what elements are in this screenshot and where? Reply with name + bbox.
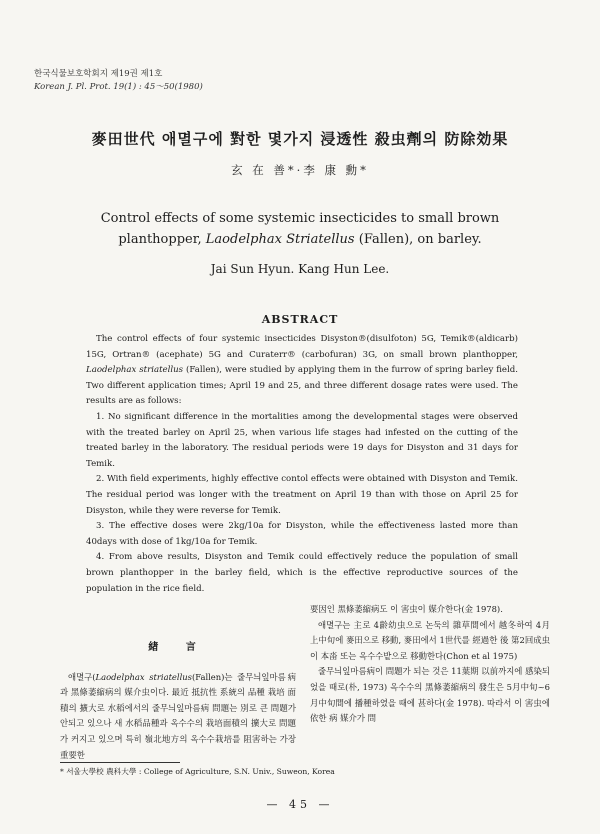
title-english-part-a: planthopper,	[118, 232, 206, 247]
authors-korean: 玄 在 善*·李 康 勳*	[231, 163, 369, 177]
intro-left-column	[60, 640, 296, 763]
abstract-body	[86, 332, 518, 597]
intro-left-species: Laodelphax striatellus	[95, 671, 192, 682]
intro-left-text-a: 애멸구(	[68, 671, 96, 682]
abstract-paragraph-1	[86, 332, 518, 410]
authors-english: Jai Sun Hyun. Kang Hun Lee.	[210, 262, 390, 276]
title-english-species: Laodelphax Striatellus	[205, 232, 355, 247]
journal-citation: Korean J. Pl. Prot. 19(1) : 45～50(1980)	[34, 82, 203, 92]
abstract-result-2: 2. With field experiments, highly effective contol effects were obtained with Disyston and Temik. The residual period was longer with the treatment on April 19 than with those on April 25 for Disyston, while they were reverse for Temik.	[86, 474, 518, 516]
intro-left-text-c: (Fallen)는 줄무늬잎마름病과 黑條萎縮病의 媒介虫이다. 最近 抵抗性 系統의 品種 栽培 面積의 擴大로 水稻에서의 줄무늬잎마름病 問題는 別로 큰 問題가 안되고 있으나 새 水稻品種과 옥수수의 栽培面積의 擴大로 問題가 커지고 있으며 특히 嶺北地方의 옥수수栽培를 阻害하는 가장 重要한	[60, 671, 296, 760]
intro-right-column	[310, 602, 550, 727]
abstract-result-3: 3. The effective doses were 2kg/10a for Disyston, while the effectiveness lasted more than 40days with dose of 1kg/10a for Temik.	[86, 521, 518, 547]
intro-right-paragraph-2: 애멸구는 主로 4齡幼虫으로 논둑의 雜草間에서 越冬하여 4月上中旬에 麥田으로 移動, 麥田에서 1世代를 經過한 後 第2回成虫이 本畓 또는 옥수수밭으로 移動한다(Chon et al 1975)	[310, 619, 550, 661]
title-english-line1: Control effects of some systemic insecticides to small brown	[100, 211, 500, 226]
page-number: — 45 —	[266, 798, 334, 811]
abstract-p1-species: Laodelphax striatellus	[86, 365, 184, 376]
title-english-line2	[60, 229, 540, 250]
abstract-result-1: 1. No significant difference in the mortalities among the developmental stages were observed with the treated barley on April 25, when various life stages had infested on the cutting of the treated barley in the laboratory. The residual periods were 19 days for Disyston and 31 days for Temik.	[86, 411, 518, 469]
intro-right-paragraph-1: 要因인 黑條萎縮病도 이 害虫이 媒介한다(金 1978).	[310, 604, 503, 614]
footnote-affiliation: * 서울大學校 農科大學 : College of Agriculture, S.N. Univ., Suweon, Korea	[60, 767, 335, 776]
abstract-heading: ABSTRACT	[261, 313, 339, 326]
title-english	[60, 208, 540, 250]
intro-right-paragraph-3: 줄무늬잎마름病이 問題가 되는 것은 11葉期 以前까지에 感染되었을 때로(朴, 1973) 옥수수의 黑條萎縮病의 發生은 5月中旬~6月中旬間에 播種하였을 때에 甚하다(金 1978). 따라서 이 害虫에 依한 病 媒介가 問	[310, 666, 550, 724]
journal-name-korean: 한국식물보호학회지 제19권 제1호	[34, 69, 163, 79]
abstract-result-4: 4. From above results, Disyston and Temik could effectively reduce the population of small brown planthopper in the barley field, which is the effective reproductive sources of the population in the rice field.	[86, 552, 518, 594]
intro-left-paragraph	[60, 670, 296, 764]
title-english-part-c: (Fallen), on barley.	[354, 232, 482, 247]
title-korean: 麥田世代 애멸구에 對한 몇가지 浸透性 殺虫劑의 防除効果	[91, 130, 509, 148]
abstract-p1-text-a: The control effects of four systemic insecticides Disyston®(disulfoton) 5G, Temik®(aldicarb) 15G, Ortran® (acephate) 5G and Curaterr® (carbofuran) 3G, on small brown planthopper,	[86, 334, 518, 360]
footnote-divider	[60, 762, 180, 763]
intro-heading: 緖 言	[148, 642, 208, 653]
abstract-p1-text-c: (Fallen), were studied by applying them in the furrow of spring barley field. Two different application times; April 19 and 25, and three different dosage rates were used. The results are as follows:	[86, 365, 518, 407]
